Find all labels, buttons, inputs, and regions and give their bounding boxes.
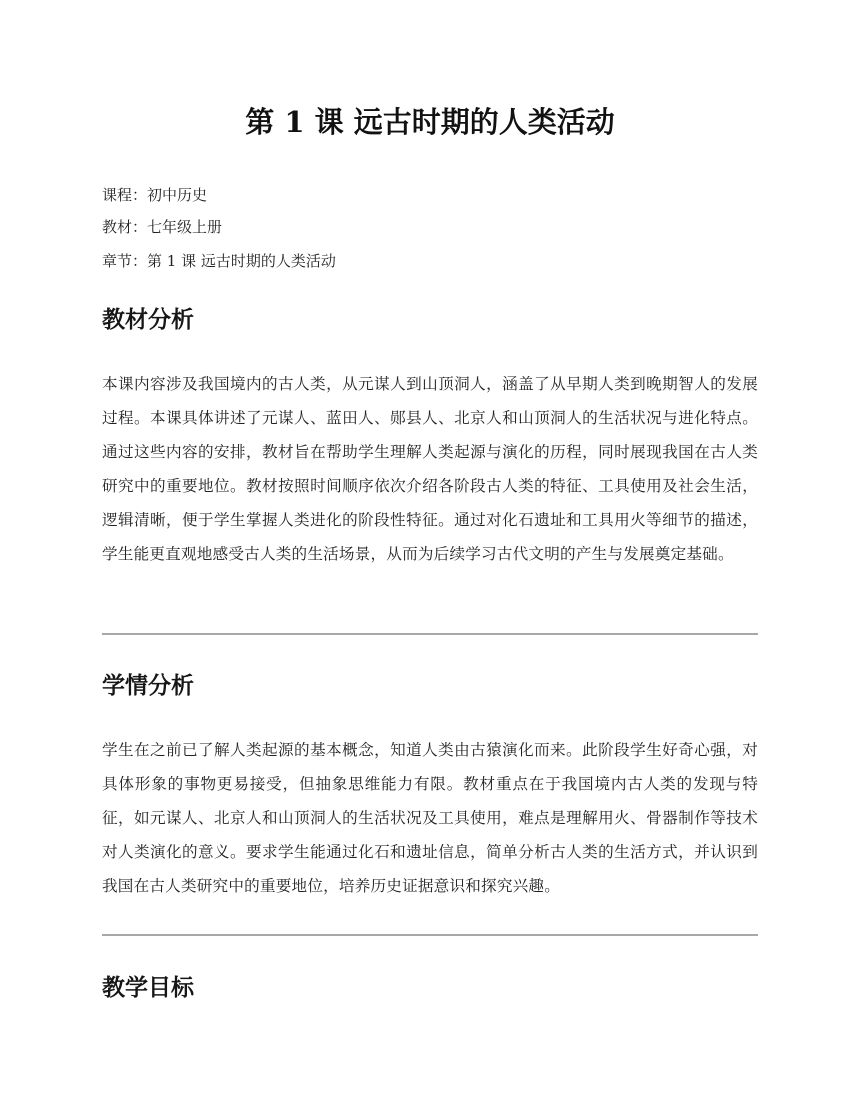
section-heading-teaching-goals: 教学目标 [102,975,194,1001]
meta-textbook: 教材：七年级上册 [102,218,223,236]
section-heading-student-analysis: 学情分析 [102,673,194,699]
section-divider [102,934,758,936]
section-divider [102,633,758,635]
section-body-student-analysis: 学生在之前已了解人类起源的基本概念，知道人类由古猿演化而来。此阶段学生好奇心强，对具体形象的事物更易接受，但抽象思维能力有限。教材重点在于我国境内古人类的发现与特征，如元谋人、北京人和山顶洞人的生活状况及工具使用，难点是理解用火、骨器制作等技术对人类演化的意义。要求学生能通过化石和遗址信息，简单分析古人类的生活方式，并认识到我国在古人类研究中的重要地位，培养历史证据意识和探究兴趣。 [102,741,758,895]
document-title: 第 1 课 远古时期的人类活动 [245,105,615,139]
meta-chapter: 章节：第 1 课 远古时期的人类活动 [102,252,336,270]
section-body-textbook-analysis: 本课内容涉及我国境内的古人类，从元谋人到山顶洞人，涵盖了从早期人类到晚期智人的发展过程。本课具体讲述了元谋人、蓝田人、郧县人、北京人和山顶洞人的生活状况与进化特点。通过这些内容的安排，教材旨在帮助学生理解人类起源与演化的历程，同时展现我国在古人类研究中的重要地位。教材按照时间顺序依次介绍各阶段古人类的特征、工具使用及社会生活，逻辑清晰，便于学生掌握人类进化的阶段性特征。通过对化石遗址和工具用火等细节的描述，学生能更直观地感受古人类的生活场景，从而为后续学习古代文明的产生与发展奠定基础。 [102,375,758,563]
section-heading-textbook-analysis: 教材分析 [102,307,194,333]
meta-course: 课程：初中历史 [102,186,208,204]
